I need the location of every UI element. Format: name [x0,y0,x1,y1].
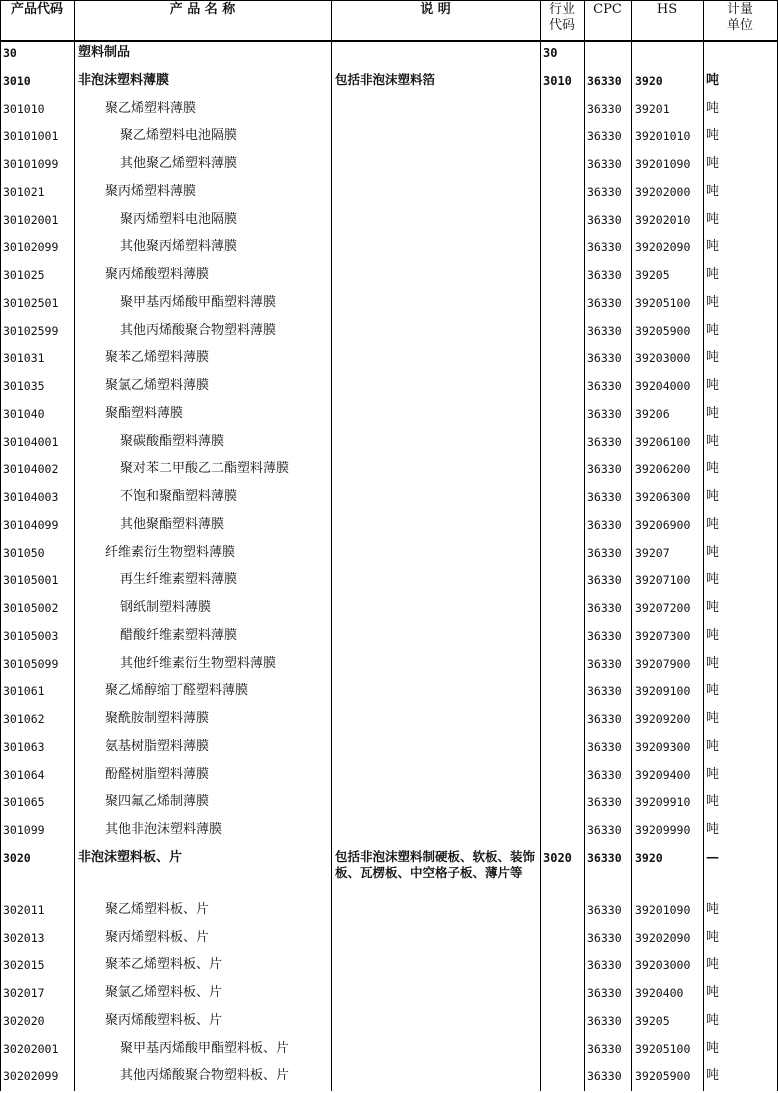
product-name-cell: 聚丙烯酸塑料薄膜 [105,267,210,282]
unit-cell: 吨 [706,655,720,671]
description-cell [335,431,535,433]
product-name-cell: 聚乙烯塑料薄膜 [105,100,197,116]
hs-cell: 39203000 [635,958,691,973]
cpc-cell: 36330 [587,129,622,144]
cpc-cell: 36330 [587,101,622,116]
unit-cell: 吨 [706,683,720,699]
unit-cell: 吨 [706,627,720,643]
unit-cell: 吨 [706,322,720,338]
table-row [0,982,778,1010]
description-cell [335,403,535,405]
table-row [0,764,778,792]
cpc-cell: 36330 [587,712,622,726]
cpc-cell: 36330 [587,930,622,945]
product-name-cell: 聚氯乙烯塑料板、片 [105,985,223,1000]
cpc-cell: 36330 [587,295,622,310]
table-row [0,264,778,292]
cpc-cell: 36330 [587,795,622,810]
product-name-cell: 钢纸制塑料薄膜 [120,600,212,615]
table-row [0,403,778,431]
product-name-cell: 其他聚酯塑料薄膜 [120,516,225,532]
description-cell [335,764,535,766]
hs-cell: 39204000 [635,379,691,393]
product-code-cell: 301010 [3,101,45,116]
table-row [0,791,778,819]
unit-cell: 吨 [706,156,720,171]
description-cell [335,819,535,821]
product-code-cell: 30101099 [3,157,59,171]
unit-cell: 吨 [706,822,720,837]
table-row [0,954,778,982]
table-row [0,320,778,348]
product-name-cell: 聚乙烯塑料板、片 [105,901,210,917]
description-cell [335,42,535,44]
cpc-cell: 36330 [587,184,622,199]
hs-cell: 39205 [635,1013,670,1028]
product-name-cell: 聚甲基丙烯酸甲酯塑料板、片 [120,1040,290,1056]
product-name-cell: 聚酰胺制塑料薄膜 [105,711,210,726]
cpc-cell: 36330 [587,986,622,1000]
cpc-cell: 36330 [587,628,622,643]
product-code-cell: 30105099 [3,656,59,671]
product-name-cell: 聚丙烯塑料板、片 [105,929,210,945]
cpc-cell: 36330 [587,490,622,504]
cpc-cell: 36330 [587,684,622,699]
product-code-cell: 301064 [3,767,45,782]
cpc-cell: 36330 [587,656,622,671]
table-row [0,209,778,237]
hs-cell: 39206 [635,406,670,421]
product-code-cell: 30105003 [3,628,59,643]
table-row [0,899,778,927]
table-row [0,70,778,98]
industry-code-cell: 30 [543,46,558,60]
hs-cell: 3920 [635,73,663,88]
cpc-cell: 36330 [587,767,622,782]
hs-cell: 39205100 [635,295,691,310]
hs-cell: 39202000 [635,184,691,199]
hs-cell: 39205900 [635,323,691,338]
table-row [0,847,778,899]
product-code-cell: 30102099 [3,240,59,255]
table-row [0,542,778,570]
product-name-cell: 聚对苯二甲酸乙二酯塑料薄膜 [120,461,290,477]
product-code-cell: 301050 [3,545,45,560]
hs-cell: 39201 [635,101,670,116]
cpc-cell: 36330 [587,379,622,393]
table-row [0,125,778,153]
product-code-cell: 30102501 [3,295,59,310]
unit-cell: 吨 [706,901,720,917]
table-row [0,181,778,209]
product-code-cell: 301061 [3,684,45,699]
unit-cell: 吨 [706,267,720,282]
unit-cell: — [706,849,719,865]
industry-code-cell: 3020 [543,850,572,865]
description-cell [335,98,535,100]
table-row [0,486,778,514]
hs-cell: 39207 [635,545,670,560]
description-cell [335,736,535,738]
table-row [0,98,778,126]
unit-cell: 吨 [706,405,720,421]
description-cell [335,375,535,377]
table-row [0,708,778,736]
product-code-cell: 301063 [3,739,45,754]
description-cell [335,458,535,460]
cpc-cell: 36330 [587,212,622,227]
unit-cell: 吨 [706,128,720,144]
product-code-cell: 30101001 [3,129,59,144]
product-code-cell: 302013 [3,930,45,945]
table-row [0,819,778,847]
cpc-cell: 36330 [587,462,622,477]
product-name-cell: 其他聚乙烯塑料薄膜 [120,156,238,171]
unit-cell: 吨 [706,350,720,366]
cpc-cell: 36330 [587,958,622,973]
cpc-cell: 36330 [587,157,622,171]
unit-cell: 吨 [706,1040,720,1056]
table-row [0,375,778,403]
hs-cell: 39205 [635,268,670,282]
table-row [0,1065,778,1093]
description-cell: 包括非泡沫塑料箔 [335,71,436,87]
unit-cell: 吨 [706,766,720,782]
description-cell [335,680,535,682]
cpc-cell: 36330 [587,902,622,917]
cpc-cell: 36330 [587,240,622,255]
hs-cell: 39209400 [635,767,691,782]
unit-cell: 吨 [706,72,720,88]
unit-cell: 吨 [706,711,720,726]
cpc-cell: 36330 [587,1041,622,1056]
unit-cell: 吨 [706,1068,720,1084]
cpc-cell: 36330 [587,434,622,449]
product-name-cell: 纤维素衍生物塑料薄膜 [105,544,236,560]
unit-cell: 吨 [706,433,720,449]
hs-cell: 39206900 [635,517,691,532]
description-cell [335,125,535,127]
product-name-cell: 聚丙烯塑料电池隔膜 [120,211,238,227]
product-name-cell: 聚碳酸酯塑料薄膜 [120,433,225,449]
description-cell [335,347,535,349]
table-row [0,1010,778,1038]
table-row [0,653,778,681]
table-row [0,42,778,70]
cpc-cell: 36330 [587,545,622,560]
description-cell [335,1010,535,1012]
hs-cell: 3920400 [635,986,684,1000]
table-row [0,597,778,625]
cpc-cell: 36330 [587,351,622,366]
product-code-cell: 301021 [3,184,45,199]
table-row [0,927,778,955]
table-row [0,514,778,542]
unit-cell: 吨 [706,294,720,310]
unit-cell: 吨 [706,378,720,393]
header-unit: 计量 单位 [726,2,753,33]
table-row [0,431,778,459]
table-row [0,458,778,486]
description-cell [335,153,535,155]
product-name-cell: 氨基树脂塑料薄膜 [105,738,210,754]
description-cell [335,982,535,984]
hs-cell: 39209200 [635,712,691,726]
description-cell [335,597,535,599]
industry-code-cell: 3010 [543,73,572,88]
hs-cell: 39207100 [635,573,691,588]
product-name-cell: 聚乙烯醇缩丁醛塑料薄膜 [105,683,249,699]
hs-cell: 39201090 [635,902,691,917]
hs-cell: 39207300 [635,628,691,643]
unit-cell: 吨 [706,794,720,810]
unit-cell: 吨 [706,489,720,504]
product-code-cell: 302011 [3,902,45,917]
description-cell [335,486,535,488]
hs-cell: 39209910 [635,795,691,810]
description-cell [335,791,535,793]
cpc-cell: 36330 [587,323,622,338]
unit-cell: 吨 [706,572,720,588]
product-code-cell: 30104002 [3,462,59,477]
product-code-cell: 30104099 [3,517,59,532]
product-name-cell: 聚酯塑料薄膜 [105,405,184,421]
header-hs: HS [656,2,678,17]
product-name-cell: 其他聚丙烯塑料薄膜 [120,239,238,255]
product-code-cell: 301099 [3,823,45,837]
cpc-cell: 36330 [587,601,622,615]
product-code-cell: 30102001 [3,212,59,227]
hs-cell: 39206100 [635,434,691,449]
unit-cell: 吨 [706,985,720,1000]
description-cell [335,1038,535,1040]
table-row [0,625,778,653]
description-cell [335,264,535,266]
product-name-cell: 非泡沫塑料板、片 [78,849,183,865]
hs-cell: 39206200 [635,462,691,477]
cpc-cell: 36330 [587,850,622,865]
product-code-cell: 301025 [3,268,45,282]
hs-cell: 39202090 [635,240,691,255]
table-row [0,292,778,320]
product-code-cell: 301031 [3,351,45,366]
table-row [0,1038,778,1066]
unit-cell: 吨 [706,100,720,116]
hs-cell: 39201090 [635,157,691,171]
header-description: 说 明 [420,2,451,17]
description-cell [335,569,535,571]
hs-cell: 39205100 [635,1041,691,1056]
cpc-cell: 36330 [587,73,622,88]
description-cell [335,542,535,544]
product-code-cell: 30104003 [3,490,59,504]
cpc-cell: 36330 [587,268,622,282]
header-product-code: 产品代码 [10,2,63,17]
product-code-cell: 301040 [3,406,45,421]
cpc-cell: 36330 [587,517,622,532]
product-name-cell: 聚乙烯塑料电池隔膜 [120,128,238,144]
unit-cell: 吨 [706,183,720,199]
hs-cell: 39209100 [635,684,691,699]
unit-cell: 吨 [706,738,720,754]
table-row [0,569,778,597]
product-code-cell: 30 [3,46,17,60]
product-name-cell: 聚四氟乙烯制薄膜 [105,794,210,810]
description-cell [335,653,535,655]
unit-cell: 吨 [706,929,720,945]
hs-cell: 39201010 [635,129,691,144]
hs-cell: 39207200 [635,601,691,615]
hs-cell: 39209300 [635,739,691,754]
product-code-cell: 301035 [3,379,45,393]
product-name-cell: 其他非泡沫塑料薄膜 [105,822,223,837]
description-cell: 包括非泡沫塑料制硬板、软板、装饰板、瓦楞板、中空格子板、薄片等 [335,848,536,880]
description-cell [335,320,535,322]
table-row [0,347,778,375]
description-cell [335,927,535,929]
product-code-cell: 301065 [3,795,45,810]
product-code-cell: 30105001 [3,573,59,588]
product-name-cell: 醋酸纤维素塑料薄膜 [120,627,238,643]
cpc-cell: 36330 [587,573,622,588]
description-cell [335,625,535,627]
cpc-cell: 36330 [587,823,622,837]
cpc-cell: 36330 [587,739,622,754]
header-industry-code: 行业 代码 [548,2,575,33]
description-cell [335,1065,535,1067]
description-cell [335,708,535,710]
description-cell [335,209,535,211]
hs-cell: 3920 [635,850,663,865]
product-name-cell: 聚丙烯酸塑料板、片 [105,1012,223,1028]
product-name-cell: 其他丙烯酸聚合物塑料板、片 [120,1068,290,1084]
product-name-cell: 聚氯乙烯塑料薄膜 [105,378,210,393]
table-row [0,153,778,181]
hs-cell: 39203000 [635,351,691,366]
product-name-cell: 聚丙烯塑料薄膜 [105,183,197,199]
hs-cell: 39209990 [635,823,691,837]
cpc-cell: 36330 [587,1069,622,1084]
product-name-cell: 酚醛树脂塑料薄膜 [105,766,210,782]
header-cpc: CPC [593,2,622,17]
table-row [0,236,778,264]
product-name-cell: 不饱和聚酯塑料薄膜 [120,489,238,504]
product-name-cell: 再生纤维素塑料薄膜 [120,572,238,588]
description-cell [335,292,535,294]
product-code-cell: 302017 [3,986,45,1000]
description-cell [335,236,535,238]
table-row [0,736,778,764]
product-name-cell: 聚甲基丙烯酸甲酯塑料薄膜 [120,294,277,310]
product-code-cell: 3020 [3,850,31,865]
product-name-cell: 非泡沫塑料薄膜 [78,72,170,88]
hs-cell: 39207900 [635,656,691,671]
product-code-cell: 30202099 [3,1069,59,1084]
hs-cell: 39205900 [635,1069,691,1084]
description-cell [335,181,535,183]
product-name-cell: 塑料制品 [78,45,131,60]
product-code-cell: 30104001 [3,434,59,449]
header-product-name: 产 品 名 称 [169,2,236,17]
hs-cell: 39202090 [635,930,691,945]
product-name-cell: 其他丙烯酸聚合物塑料薄膜 [120,322,277,338]
hs-cell: 39206300 [635,490,691,504]
product-code-cell: 301062 [3,712,45,726]
unit-cell: 吨 [706,239,720,255]
unit-cell: 吨 [706,544,720,560]
product-name-cell: 聚苯乙烯塑料薄膜 [105,350,210,366]
table-row [0,680,778,708]
product-name-cell: 其他纤维素衍生物塑料薄膜 [120,655,277,671]
unit-cell: 吨 [706,516,720,532]
unit-cell: 吨 [706,211,720,227]
unit-cell: 吨 [706,1012,720,1028]
description-cell [335,954,535,956]
product-name-cell: 聚苯乙烯塑料板、片 [105,957,223,973]
cpc-cell: 36330 [587,1013,622,1028]
unit-cell: 吨 [706,461,720,477]
product-code-cell: 30105002 [3,601,59,615]
table-top-border [0,0,778,1]
cpc-cell: 36330 [587,406,622,421]
product-code-cell: 302015 [3,958,45,973]
description-cell [335,899,535,901]
product-code-cell: 3010 [3,73,31,88]
unit-cell: 吨 [706,600,720,615]
product-code-cell: 302020 [3,1013,45,1028]
hs-cell: 39202010 [635,212,691,227]
product-code-cell: 30102599 [3,323,59,338]
product-code-cell: 30202001 [3,1041,59,1056]
unit-cell: 吨 [706,957,720,973]
description-cell [335,514,535,516]
